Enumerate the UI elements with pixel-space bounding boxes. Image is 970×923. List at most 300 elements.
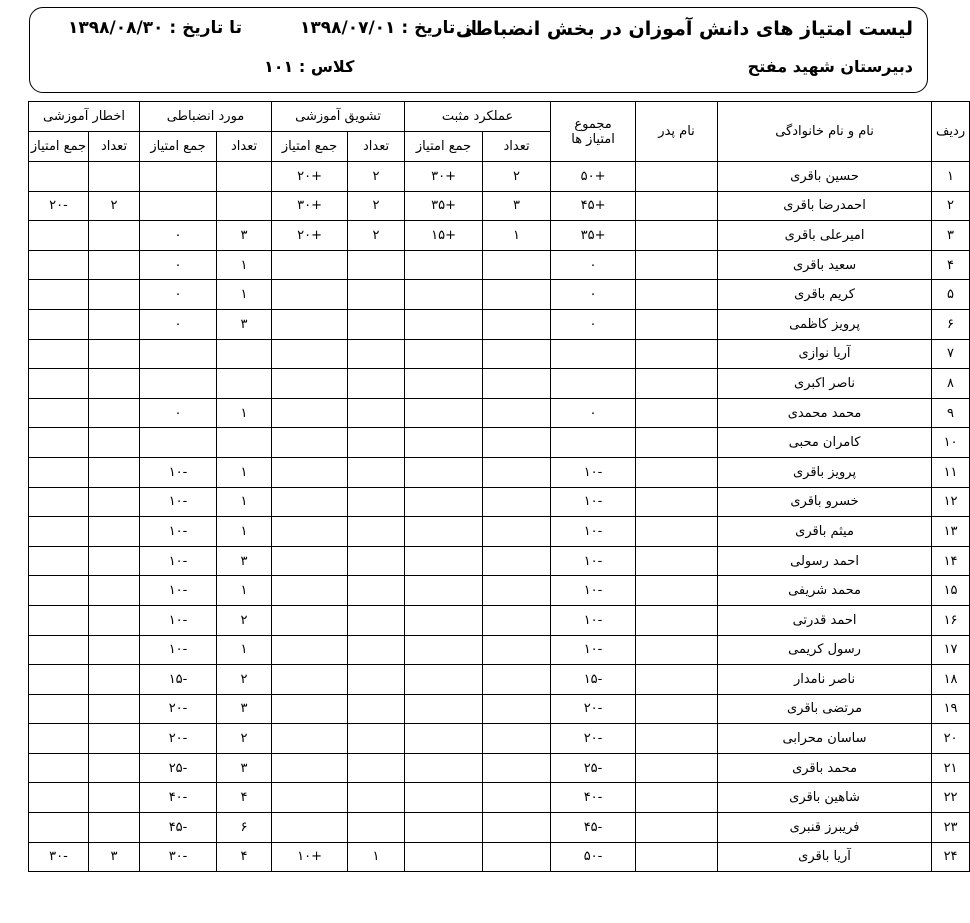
positive-sum	[405, 309, 483, 339]
row-number: ۳	[932, 221, 970, 251]
positive-sum	[405, 753, 483, 783]
warning-count	[89, 724, 140, 754]
student-name: پرویز باقری	[718, 457, 932, 487]
row-number: ۹	[932, 398, 970, 428]
positive-count	[483, 280, 551, 310]
discipline-count: ۲	[217, 605, 272, 635]
table-row	[29, 813, 970, 843]
total-points: -۵۰	[551, 842, 636, 872]
positive-sum	[405, 813, 483, 843]
total-points: -۱۰	[551, 635, 636, 665]
warning-sum	[29, 694, 89, 724]
father-name	[636, 398, 718, 428]
discipline-count	[217, 428, 272, 458]
discipline-count: ۱	[217, 398, 272, 428]
positive-count	[483, 842, 551, 872]
warning-sum	[29, 162, 89, 192]
row-number: ۲۳	[932, 813, 970, 843]
student-name: محمد شریفی	[718, 576, 932, 606]
warning-count	[89, 605, 140, 635]
discipline-count: ۱	[217, 517, 272, 547]
father-name	[636, 605, 718, 635]
total-points: -۱۰	[551, 605, 636, 635]
warning-sum	[29, 428, 89, 458]
discipline-sum: -۴۰	[140, 783, 217, 813]
encouragement-count	[348, 605, 405, 635]
row-number: ۱۵	[932, 576, 970, 606]
encouragement-count	[348, 487, 405, 517]
student-name: سعید باقری	[718, 250, 932, 280]
to-date: تا تاریخ : ۱۳۹۸/۰۸/۳۰	[68, 18, 242, 38]
header-count: تعداد	[89, 132, 140, 162]
encouragement-count	[348, 428, 405, 458]
warning-sum	[29, 635, 89, 665]
father-name	[636, 842, 718, 872]
row-number: ۱۶	[932, 605, 970, 635]
positive-count: ۳	[483, 191, 551, 221]
table-row	[29, 162, 970, 192]
positive-sum	[405, 457, 483, 487]
student-name: پرویز کاظمی	[718, 309, 932, 339]
row-number: ۷	[932, 339, 970, 369]
warning-sum	[29, 369, 89, 399]
positive-sum	[405, 635, 483, 665]
encouragement-count: ۱	[348, 842, 405, 872]
discipline-sum: ۰	[140, 309, 217, 339]
father-name	[636, 783, 718, 813]
student-name: کریم باقری	[718, 280, 932, 310]
encouragement-count	[348, 694, 405, 724]
total-points: -۱۰	[551, 487, 636, 517]
warning-sum	[29, 487, 89, 517]
from-date: از تاریخ : ۱۳۹۸/۰۷/۰۱	[300, 18, 477, 38]
positive-count	[483, 635, 551, 665]
warning-count	[89, 369, 140, 399]
header-count: تعداد	[217, 132, 272, 162]
positive-sum	[405, 783, 483, 813]
table-row	[29, 842, 970, 872]
warning-sum	[29, 605, 89, 635]
father-name	[636, 280, 718, 310]
discipline-count: ۱	[217, 457, 272, 487]
table-row	[29, 250, 970, 280]
positive-sum	[405, 724, 483, 754]
encouragement-sum	[272, 339, 348, 369]
encouragement-count	[348, 724, 405, 754]
discipline-count	[217, 162, 272, 192]
father-name	[636, 665, 718, 695]
row-number: ۶	[932, 309, 970, 339]
header-row-no: ردیف	[932, 102, 970, 162]
warning-sum	[29, 280, 89, 310]
encouragement-count	[348, 250, 405, 280]
warning-sum	[29, 783, 89, 813]
warning-count	[89, 398, 140, 428]
total-points	[551, 428, 636, 458]
encouragement-sum	[272, 517, 348, 547]
table-row	[29, 398, 970, 428]
father-name	[636, 369, 718, 399]
discipline-sum	[140, 162, 217, 192]
row-number: ۱۳	[932, 517, 970, 547]
header-sum: جمع امتیاز	[405, 132, 483, 162]
table-row	[29, 339, 970, 369]
discipline-sum: -۱۵	[140, 665, 217, 695]
warning-count	[89, 665, 140, 695]
header-count: تعداد	[483, 132, 551, 162]
header-warning: اخطار آموزشی	[29, 102, 140, 132]
warning-count	[89, 280, 140, 310]
total-points: -۲۰	[551, 694, 636, 724]
discipline-sum	[140, 339, 217, 369]
father-name	[636, 753, 718, 783]
positive-sum: +۱۵	[405, 221, 483, 251]
warning-sum	[29, 813, 89, 843]
student-name: مرتضی باقری	[718, 694, 932, 724]
encouragement-count	[348, 635, 405, 665]
encouragement-sum	[272, 250, 348, 280]
row-number: ۲	[932, 191, 970, 221]
discipline-count: ۱	[217, 250, 272, 280]
positive-count	[483, 457, 551, 487]
encouragement-sum	[272, 546, 348, 576]
total-points: -۱۰	[551, 546, 636, 576]
student-name: شاهین باقری	[718, 783, 932, 813]
encouragement-sum	[272, 783, 348, 813]
positive-sum	[405, 250, 483, 280]
positive-count	[483, 428, 551, 458]
row-number: ۸	[932, 369, 970, 399]
discipline-count: ۱	[217, 487, 272, 517]
total-points: -۴۵	[551, 813, 636, 843]
table-row	[29, 546, 970, 576]
father-name	[636, 309, 718, 339]
warning-sum	[29, 753, 89, 783]
father-name	[636, 546, 718, 576]
positive-sum: +۳۵	[405, 191, 483, 221]
student-name: خسرو باقری	[718, 487, 932, 517]
points-table	[28, 101, 970, 872]
positive-sum	[405, 369, 483, 399]
total-points: -۱۰	[551, 576, 636, 606]
encouragement-count	[348, 457, 405, 487]
warning-count	[89, 221, 140, 251]
header-discipline: مورد انضباطی	[140, 102, 272, 132]
discipline-sum: ۰	[140, 250, 217, 280]
encouragement-count	[348, 398, 405, 428]
father-name	[636, 517, 718, 547]
warning-count	[89, 428, 140, 458]
positive-sum	[405, 605, 483, 635]
page-title: لیست امتیاز های دانش آموزان در بخش انضباطی	[455, 18, 913, 40]
discipline-sum: -۱۰	[140, 517, 217, 547]
student-name: محمد باقری	[718, 753, 932, 783]
positive-count	[483, 339, 551, 369]
positive-sum	[405, 546, 483, 576]
discipline-sum: -۲۰	[140, 694, 217, 724]
header-positive: عملکرد مثبت	[405, 102, 551, 132]
row-number: ۱۷	[932, 635, 970, 665]
warning-count	[89, 517, 140, 547]
positive-count	[483, 546, 551, 576]
discipline-sum: -۱۰	[140, 546, 217, 576]
discipline-sum: ۰	[140, 221, 217, 251]
discipline-sum	[140, 191, 217, 221]
discipline-count: ۱	[217, 576, 272, 606]
positive-count	[483, 753, 551, 783]
positive-count	[483, 665, 551, 695]
positive-count	[483, 783, 551, 813]
student-name: فریبرز قنبری	[718, 813, 932, 843]
warning-count	[89, 250, 140, 280]
positive-count	[483, 694, 551, 724]
row-number: ۵	[932, 280, 970, 310]
table-row	[29, 576, 970, 606]
encouragement-sum	[272, 309, 348, 339]
warning-count	[89, 694, 140, 724]
header-name: نام و نام خانوادگی	[718, 102, 932, 162]
warning-count	[89, 457, 140, 487]
discipline-count	[217, 369, 272, 399]
positive-count	[483, 724, 551, 754]
row-number: ۱۲	[932, 487, 970, 517]
warning-count	[89, 309, 140, 339]
header-sum: جمع امتیاز	[29, 132, 89, 162]
warning-sum	[29, 665, 89, 695]
positive-count: ۱	[483, 221, 551, 251]
student-name: ساسان محرابی	[718, 724, 932, 754]
positive-count	[483, 487, 551, 517]
positive-count	[483, 309, 551, 339]
header-total	[551, 102, 636, 162]
encouragement-count	[348, 576, 405, 606]
positive-count	[483, 813, 551, 843]
encouragement-sum	[272, 605, 348, 635]
father-name	[636, 250, 718, 280]
encouragement-count	[348, 309, 405, 339]
row-number: ۱۸	[932, 665, 970, 695]
warning-sum	[29, 221, 89, 251]
student-name: محمد محمدی	[718, 398, 932, 428]
table-row	[29, 221, 970, 251]
discipline-count	[217, 191, 272, 221]
warning-count: ۲	[89, 191, 140, 221]
father-name	[636, 457, 718, 487]
table-row	[29, 487, 970, 517]
positive-sum	[405, 280, 483, 310]
table-row	[29, 605, 970, 635]
total-points: -۲۵	[551, 753, 636, 783]
row-number: ۴	[932, 250, 970, 280]
warning-sum	[29, 457, 89, 487]
warning-count: ۳	[89, 842, 140, 872]
row-number: ۱۰	[932, 428, 970, 458]
table-row	[29, 783, 970, 813]
positive-count	[483, 605, 551, 635]
table-row	[29, 724, 970, 754]
positive-sum	[405, 339, 483, 369]
total-points: +۵۰	[551, 162, 636, 192]
row-number: ۲۰	[932, 724, 970, 754]
encouragement-count: ۲	[348, 191, 405, 221]
father-name	[636, 635, 718, 665]
table-row	[29, 517, 970, 547]
header-sum: جمع امتیاز	[140, 132, 217, 162]
discipline-count: ۱	[217, 280, 272, 310]
encouragement-count	[348, 665, 405, 695]
warning-sum	[29, 576, 89, 606]
student-name: میثم باقری	[718, 517, 932, 547]
student-name: احمدرضا باقری	[718, 191, 932, 221]
discipline-count: ۴	[217, 842, 272, 872]
encouragement-sum: +۲۰	[272, 221, 348, 251]
positive-count	[483, 398, 551, 428]
positive-sum	[405, 398, 483, 428]
student-name: آریا باقری	[718, 842, 932, 872]
total-points: -۱۰	[551, 517, 636, 547]
student-name: حسین باقری	[718, 162, 932, 192]
table-row	[29, 635, 970, 665]
father-name	[636, 576, 718, 606]
table-row	[29, 191, 970, 221]
warning-sum	[29, 724, 89, 754]
positive-sum	[405, 487, 483, 517]
class-number: کلاس : ۱۰۱	[264, 57, 355, 76]
warning-count	[89, 783, 140, 813]
encouragement-count	[348, 517, 405, 547]
discipline-sum: -۱۰	[140, 487, 217, 517]
header-encouragement: تشویق آموزشی	[272, 102, 405, 132]
encouragement-count: ۲	[348, 221, 405, 251]
student-name: احمد قدرتی	[718, 605, 932, 635]
encouragement-sum	[272, 724, 348, 754]
header-box	[29, 7, 928, 93]
student-name: امیرعلی باقری	[718, 221, 932, 251]
discipline-count: ۳	[217, 694, 272, 724]
student-name: احمد رسولی	[718, 546, 932, 576]
positive-sum	[405, 665, 483, 695]
discipline-count: ۳	[217, 309, 272, 339]
father-name	[636, 724, 718, 754]
encouragement-sum	[272, 280, 348, 310]
row-number: ۱۱	[932, 457, 970, 487]
discipline-sum: ۰	[140, 280, 217, 310]
discipline-sum: -۱۰	[140, 457, 217, 487]
encouragement-count	[348, 813, 405, 843]
warning-sum	[29, 339, 89, 369]
student-name: ناصر نامدار	[718, 665, 932, 695]
encouragement-sum: +۱۰	[272, 842, 348, 872]
total-points: ۰	[551, 309, 636, 339]
discipline-count: ۳	[217, 546, 272, 576]
total-points: -۱۵	[551, 665, 636, 695]
header-count: تعداد	[348, 132, 405, 162]
encouragement-sum	[272, 694, 348, 724]
discipline-sum: -۱۰	[140, 576, 217, 606]
discipline-sum: -۱۰	[140, 605, 217, 635]
discipline-count: ۳	[217, 221, 272, 251]
table-row	[29, 280, 970, 310]
encouragement-sum: +۳۰	[272, 191, 348, 221]
encouragement-count	[348, 783, 405, 813]
header-total-line1: مجموع	[574, 116, 612, 132]
warning-count	[89, 576, 140, 606]
discipline-sum	[140, 369, 217, 399]
father-name	[636, 428, 718, 458]
warning-count	[89, 635, 140, 665]
table-row	[29, 457, 970, 487]
student-name: کامران محبی	[718, 428, 932, 458]
encouragement-count: ۲	[348, 162, 405, 192]
warning-count	[89, 546, 140, 576]
encouragement-sum	[272, 487, 348, 517]
positive-count	[483, 369, 551, 399]
warning-sum: -۲۰	[29, 191, 89, 221]
warning-count	[89, 753, 140, 783]
father-name	[636, 813, 718, 843]
total-points: -۲۰	[551, 724, 636, 754]
total-points	[551, 369, 636, 399]
positive-sum	[405, 842, 483, 872]
encouragement-sum	[272, 457, 348, 487]
discipline-count: ۳	[217, 753, 272, 783]
positive-sum	[405, 694, 483, 724]
total-points: +۳۵	[551, 221, 636, 251]
total-points: ۰	[551, 280, 636, 310]
discipline-sum: -۳۰	[140, 842, 217, 872]
father-name	[636, 221, 718, 251]
encouragement-count	[348, 546, 405, 576]
student-name: ناصر اکبری	[718, 369, 932, 399]
warning-sum	[29, 250, 89, 280]
encouragement-sum	[272, 813, 348, 843]
header-total-line2: امتیاز ها	[571, 131, 615, 147]
warning-count	[89, 339, 140, 369]
header-sum: جمع امتیاز	[272, 132, 348, 162]
total-points: -۱۰	[551, 457, 636, 487]
positive-sum	[405, 576, 483, 606]
encouragement-count	[348, 753, 405, 783]
encouragement-sum	[272, 398, 348, 428]
encouragement-sum	[272, 576, 348, 606]
warning-sum	[29, 398, 89, 428]
warning-sum	[29, 517, 89, 547]
student-name: آریا نوازی	[718, 339, 932, 369]
row-number: ۱۹	[932, 694, 970, 724]
discipline-sum: -۴۵	[140, 813, 217, 843]
student-name: رسول کریمی	[718, 635, 932, 665]
encouragement-sum	[272, 635, 348, 665]
discipline-count: ۶	[217, 813, 272, 843]
discipline-count: ۲	[217, 724, 272, 754]
row-number: ۲۱	[932, 753, 970, 783]
header-father: نام پدر	[636, 102, 718, 162]
row-number: ۱	[932, 162, 970, 192]
discipline-count	[217, 339, 272, 369]
total-points: -۴۰	[551, 783, 636, 813]
discipline-count: ۴	[217, 783, 272, 813]
positive-sum: +۳۰	[405, 162, 483, 192]
discipline-count: ۲	[217, 665, 272, 695]
table-row	[29, 665, 970, 695]
total-points	[551, 339, 636, 369]
total-points: ۰	[551, 398, 636, 428]
table-row	[29, 428, 970, 458]
warning-count	[89, 487, 140, 517]
discipline-sum: -۲۵	[140, 753, 217, 783]
encouragement-count	[348, 339, 405, 369]
warning-sum	[29, 309, 89, 339]
